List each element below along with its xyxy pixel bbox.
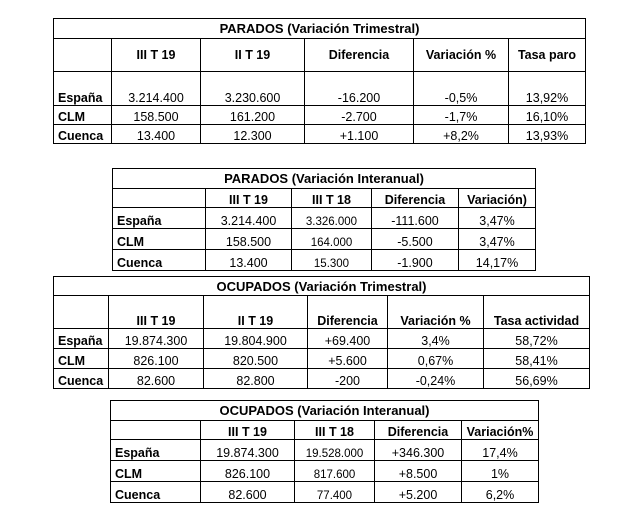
header-cell: Variación% xyxy=(462,421,539,440)
header-cell: Diferencia xyxy=(305,39,414,72)
header-cell: II T 19 xyxy=(201,39,305,72)
parados-trimestral-table xyxy=(53,18,586,144)
table-cell: 58,41% xyxy=(484,349,590,369)
table-cell: 3.326.000 xyxy=(292,208,372,229)
table-cell: -5.500 xyxy=(372,229,459,250)
table-row xyxy=(54,369,590,389)
header-cell: III T 19 xyxy=(112,39,201,72)
row-label: Cuenca xyxy=(113,250,206,271)
row-label: CLM xyxy=(54,106,112,125)
table-cell: 15.300 xyxy=(292,250,372,271)
header-cell: III T 18 xyxy=(295,421,375,440)
header-cell xyxy=(54,39,112,72)
table-cell: -0,24% xyxy=(388,369,484,389)
table-cell: 817.600 xyxy=(295,461,375,482)
table-title: PARADOS (Variación Interanual) xyxy=(113,169,536,189)
table-row xyxy=(111,440,539,461)
table-cell: 82.600 xyxy=(201,482,295,503)
table-cell: 0,67% xyxy=(388,349,484,369)
table-cell: 16,10% xyxy=(509,106,586,125)
table-cell: 13.400 xyxy=(206,250,292,271)
table-cell: -2.700 xyxy=(305,106,414,125)
header-cell xyxy=(113,189,206,208)
table-row xyxy=(111,482,539,503)
table-cell: 19.528.000 xyxy=(295,440,375,461)
table-cell: 58,72% xyxy=(484,329,590,349)
table-cell: 19.874.300 xyxy=(201,440,295,461)
table-cell: +1.100 xyxy=(305,125,414,144)
header-cell: Tasa actividad xyxy=(484,296,590,329)
table-cell: 1% xyxy=(462,461,539,482)
table-cell: +346.300 xyxy=(375,440,462,461)
table-row xyxy=(54,349,590,369)
table-cell: 82.600 xyxy=(109,369,204,389)
row-label: CLM xyxy=(54,349,109,369)
header-cell: III T 19 xyxy=(206,189,292,208)
table-cell: -200 xyxy=(308,369,388,389)
table-cell: 3.214.400 xyxy=(112,72,201,106)
header-cell: Diferencia xyxy=(372,189,459,208)
table-row xyxy=(54,106,586,125)
header-cell: Variación) xyxy=(459,189,536,208)
table-cell: -111.600 xyxy=(372,208,459,229)
table-row xyxy=(54,329,590,349)
table-cell: 826.100 xyxy=(201,461,295,482)
table-title: OCUPADOS (Variación Trimestral) xyxy=(54,277,590,296)
table-cell: 3.214.400 xyxy=(206,208,292,229)
table-cell: -1,7% xyxy=(414,106,509,125)
table-cell: +69.400 xyxy=(308,329,388,349)
table-cell: -16.200 xyxy=(305,72,414,106)
header-cell: II T 19 xyxy=(204,296,308,329)
header-cell: Tasa paro xyxy=(509,39,586,72)
ocupados-trimestral-table xyxy=(53,276,590,389)
row-label: España xyxy=(54,72,112,106)
table-cell: 56,69% xyxy=(484,369,590,389)
table-cell: +8.500 xyxy=(375,461,462,482)
row-label: España xyxy=(111,440,201,461)
table-title: PARADOS (Variación Trimestral) xyxy=(54,19,586,39)
table-cell: 3,4% xyxy=(388,329,484,349)
table-row xyxy=(113,250,536,271)
table-cell: 17,4% xyxy=(462,440,539,461)
table-row xyxy=(111,461,539,482)
header-cell: Variación % xyxy=(388,296,484,329)
header-cell: Diferencia xyxy=(375,421,462,440)
header-cell: III T 18 xyxy=(292,189,372,208)
table-row xyxy=(54,72,586,106)
table-row xyxy=(113,208,536,229)
table-row xyxy=(54,125,586,144)
table-cell: 164.000 xyxy=(292,229,372,250)
ocupados-interanual-table xyxy=(110,400,539,503)
table-cell: -0,5% xyxy=(414,72,509,106)
table-cell: 3.230.600 xyxy=(201,72,305,106)
table-cell: +5.200 xyxy=(375,482,462,503)
table-cell: 826.100 xyxy=(109,349,204,369)
table-cell: 6,2% xyxy=(462,482,539,503)
table-cell: +8,2% xyxy=(414,125,509,144)
table-cell: 12.300 xyxy=(201,125,305,144)
table-cell: +5.600 xyxy=(308,349,388,369)
header-cell xyxy=(54,296,109,329)
table-cell: 3,47% xyxy=(459,208,536,229)
header-cell: III T 19 xyxy=(109,296,204,329)
table-cell: 820.500 xyxy=(204,349,308,369)
table-cell: 158.500 xyxy=(206,229,292,250)
header-cell: III T 19 xyxy=(201,421,295,440)
row-label: CLM xyxy=(111,461,201,482)
row-label: Cuenca xyxy=(54,369,109,389)
row-label: España xyxy=(54,329,109,349)
table-cell: -1.900 xyxy=(372,250,459,271)
row-label: Cuenca xyxy=(54,125,112,144)
header-cell: Diferencia xyxy=(308,296,388,329)
table-cell: 13,93% xyxy=(509,125,586,144)
row-label: Cuenca xyxy=(111,482,201,503)
table-cell: 82.800 xyxy=(204,369,308,389)
parados-interanual-table xyxy=(112,168,536,271)
row-label: España xyxy=(113,208,206,229)
table-cell: 13.400 xyxy=(112,125,201,144)
table-cell: 158.500 xyxy=(112,106,201,125)
table-title: OCUPADOS (Variación Interanual) xyxy=(111,401,539,421)
header-cell xyxy=(111,421,201,440)
table-cell: 19.874.300 xyxy=(109,329,204,349)
table-cell: 13,92% xyxy=(509,72,586,106)
row-label: CLM xyxy=(113,229,206,250)
table-cell: 19.804.900 xyxy=(204,329,308,349)
table-cell: 3,47% xyxy=(459,229,536,250)
table-row xyxy=(113,229,536,250)
table-cell: 14,17% xyxy=(459,250,536,271)
table-cell: 161.200 xyxy=(201,106,305,125)
table-cell: 77.400 xyxy=(295,482,375,503)
header-cell: Variación % xyxy=(414,39,509,72)
